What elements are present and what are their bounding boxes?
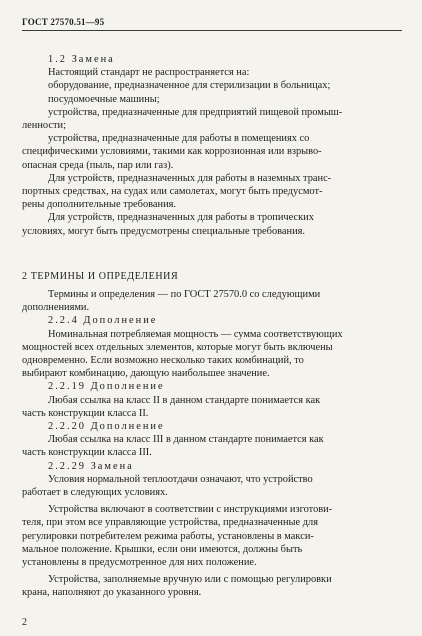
text-line: портных средствах, на судах или самолетах, могут быть предусмот- — [22, 186, 323, 198]
section-2-title: 2 ТЕРМИНЫ И ОПРЕДЕЛЕНИЯ — [22, 271, 179, 282]
text-line: крана, наполняют до указанного уровня. — [22, 587, 202, 599]
section-1-block — [22, 53, 400, 238]
text-line: Настоящий стандарт не распространяется на: — [48, 67, 250, 79]
text-line: часть конструкции класса III. — [22, 447, 152, 459]
section-2-block — [22, 288, 400, 600]
clause-2-2-20-title: 2.2.20 Дополнение — [48, 421, 165, 433]
clause-2-2-29-title: 2.2.29 Замена — [48, 460, 134, 472]
text-line: опасная среда (пыль, пар или газ). — [22, 159, 174, 171]
text-line: часть конструкции класса II. — [22, 407, 149, 419]
text-line: Номинальная потребляемая мощность — сумма соответствующих — [48, 328, 343, 340]
text-line: оборудование, предназначенное для стерилизации в больницах; — [48, 80, 331, 92]
text-line: Устройства, заполняемые вручную или с помощью регулировки — [48, 574, 332, 586]
text-line: работает в следующих условиях. — [22, 487, 168, 499]
text-line: условиях, могут быть предусмотрены специальные требования. — [22, 225, 306, 237]
text-line: Любая ссылка на класс III в данном стандарте понимается как — [48, 434, 324, 446]
page-header-doc-code: ГОСТ 27570.51—95 — [22, 17, 105, 27]
text-line: устройства, предназначенные для предприятий пищевой промыш- — [48, 106, 343, 118]
text-line: устройства, предназначенные для работы в помещениях со — [48, 133, 310, 145]
text-line: выбирают комбинацию, дающую наибольшее значение. — [22, 368, 270, 380]
text-line: рены дополнительные требования. — [22, 199, 177, 211]
clause-2-2-19-title: 2.2.19 Дополнение — [48, 381, 165, 393]
text-line: Для устройств, предназначенных для работы в наземных транс- — [48, 172, 332, 184]
text-line: дополнениями. — [22, 302, 90, 314]
text-line: теля, при этом все управляющие устройства, предназначенные для — [22, 517, 318, 529]
text-line: установлены в предусмотренное для них положение. — [22, 557, 257, 569]
header-rule — [22, 30, 402, 31]
clause-2-2-4-title: 2.2.4 Дополнение — [48, 315, 158, 327]
text-line: Любая ссылка на класс II в данном стандарте понимается как — [48, 394, 321, 406]
text-line: мальное положение. Крышки, если они имеются, должны быть — [22, 543, 303, 555]
text-line: ленности; — [22, 120, 66, 132]
clause-1-2-title: 1.2 Замена — [48, 54, 115, 65]
page-number: 2 — [22, 617, 27, 628]
section-2-title-wrap — [22, 271, 178, 282]
text-line: регулировки потребителем режима работы, установлены в макси- — [22, 530, 314, 542]
text-line: Условия нормальной теплоотдачи означают, что устройство — [48, 473, 313, 485]
text-line: специфическими условиями, такими как коррозионная или взрыво- — [22, 146, 322, 158]
text-line: одновременно. Если возможно несколько таких комбинаций, то — [22, 355, 304, 367]
text-line: мощностей всех отдельных элементов, которые могут быть включены — [22, 341, 333, 353]
text-line: Термины и определения — по ГОСТ 27570.0 со следующими — [48, 289, 321, 300]
text-line: Для устройств, предназначенных для работы в тропических — [48, 212, 314, 224]
text-line: Устройства включают в соответствии с инструкциями изготови- — [48, 504, 333, 516]
text-line: посудомоечные машины; — [48, 93, 160, 105]
